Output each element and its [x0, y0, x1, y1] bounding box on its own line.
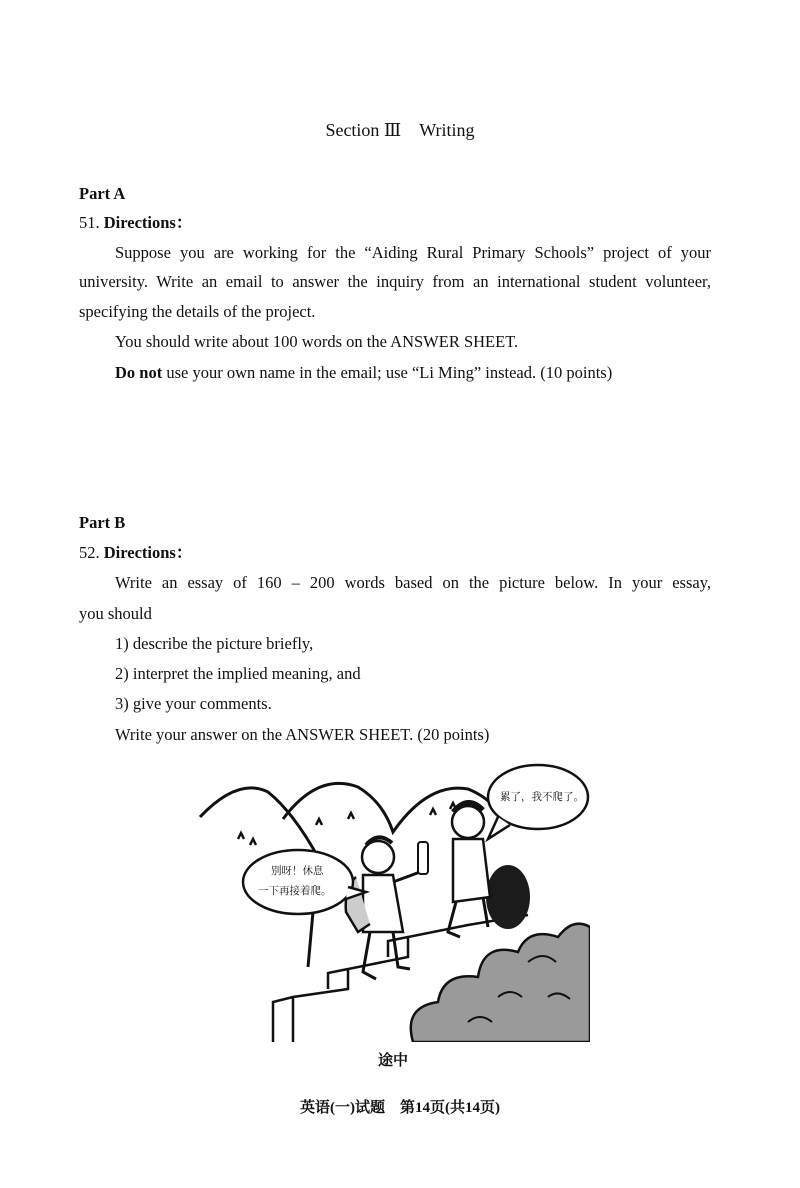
question-number: 51.: [79, 213, 100, 232]
part-b-item-3: 3) give your comments.: [115, 694, 272, 713]
note-text: use your own name in the email; use “Li Ming” instead. (10 points): [162, 363, 613, 382]
part-a-heading: Part A: [79, 184, 126, 203]
question-52-directions: [79, 543, 192, 563]
section-title: Section Ⅲ Writing: [325, 120, 475, 140]
bubble-right-text: 累了，我不爬了。: [500, 791, 584, 803]
grass-tufts: [238, 803, 456, 845]
part-a-line-1: Suppose you are working for the “Aiding Rural Primary Schools” project of your: [115, 243, 711, 262]
directions-colon: ：: [175, 213, 193, 232]
cartoon-caption: 途中: [378, 1051, 409, 1069]
part-a-line-2: university. Write an email to answer the inquiry from an international student volunteer,: [79, 272, 711, 291]
directions-colon: ：: [175, 543, 193, 562]
part-b-line-6: Write your answer on the ANSWER SHEET. (20 points): [115, 725, 490, 744]
part-b-item-2: 2) interpret the implied meaning, and: [115, 664, 361, 683]
water-bottle-icon: [418, 842, 428, 874]
directions-label: Directions: [103, 543, 176, 562]
part-b-line-2: you should: [79, 604, 152, 623]
part-a-note: [115, 363, 612, 383]
part-b-line-1: Write an essay of 160 – 200 words based on the picture below. In your essay,: [115, 573, 711, 592]
part-b-item-1: 1) describe the picture briefly,: [115, 634, 314, 653]
question-51-directions: [79, 213, 192, 233]
speech-bubble-left: [243, 850, 353, 914]
question-number: 52.: [79, 543, 100, 562]
bubble-left-text-1: 别呀！休息: [271, 865, 324, 877]
standing-person-arm: [393, 872, 420, 882]
cartoon-illustration: [198, 757, 590, 1042]
part-b-heading: Part B: [79, 513, 126, 532]
bubble-left-text-2: 一下再接着爬。: [258, 885, 332, 897]
directions-label: Directions: [103, 213, 176, 232]
note-emphasis: Do not: [115, 363, 163, 382]
bushes: [411, 924, 590, 1042]
backpack-icon: [486, 865, 530, 929]
part-a-line-4: You should write about 100 words on the ANSWER SHEET.: [115, 332, 519, 351]
page-footer: 英语(一)试题 第14页(共14页): [300, 1100, 500, 1116]
sitting-person-body: [453, 839, 490, 902]
part-a-line-3: specifying the details of the project.: [79, 302, 316, 321]
standing-person-head: [362, 841, 394, 873]
